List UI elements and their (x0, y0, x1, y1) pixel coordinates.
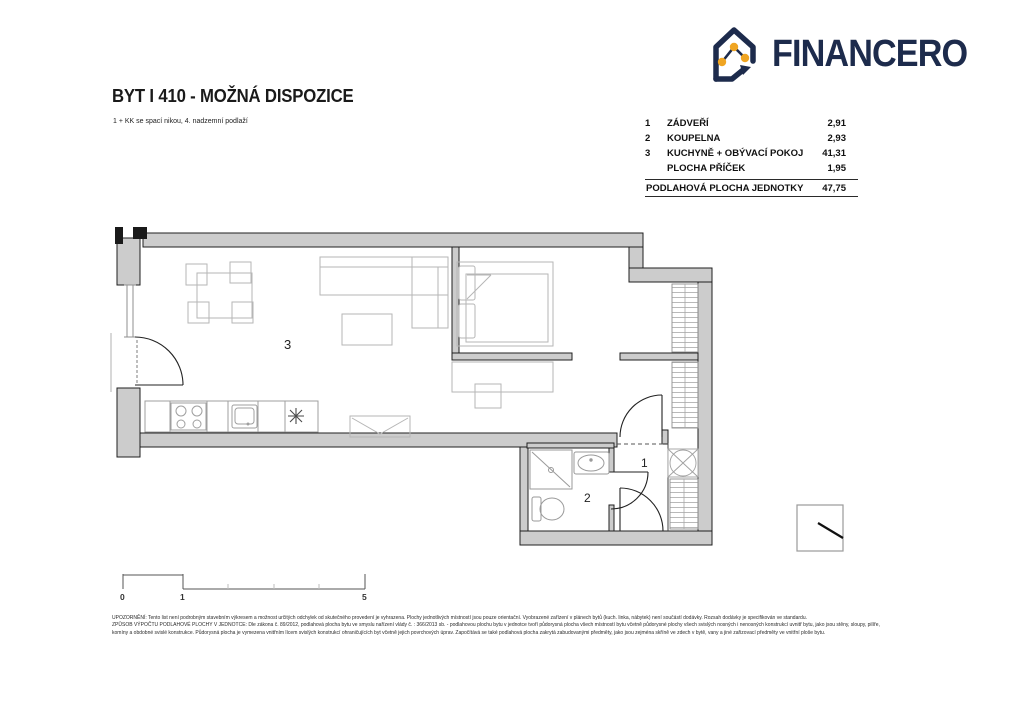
disclaimer-line: komíny a obdobné svislé konstrukce. Půdorysná plocha je vymezena vnitřním lícem svislých konstrukcí ohraničujících byt včetně jejich povrchových úprav. Započítává se také podlahová plocha zakrytá zabudovanými předměty, jako jsou zejména skříně ve zdech v bytě, vany a jiné zařizovací předměty ve vnitřní ploše bytu. (112, 629, 826, 636)
legend-row (645, 116, 858, 131)
window-band (111, 285, 136, 392)
logo-wordmark: FINANCERO (772, 32, 968, 75)
coffee-table (342, 314, 392, 345)
legend-row (645, 161, 858, 176)
financero-logo (704, 26, 989, 82)
page-subtitle: 1 + KK se spací nikou, 4. nadzemní podlaží (113, 118, 248, 125)
room-number: 2 (645, 133, 651, 144)
room-area: 2,91 (827, 118, 846, 129)
legend-row (645, 131, 858, 146)
disclaimer-line: ZPŮSOB VÝPOČTU PODLAHOVÉ PLOCHY V JEDNOTCE: Dle zákona č. 89/2012, podlahová plocha bytu ve smyslu nařízení vlády č. : 366/2013 sb. - podlahovou plochu bytu v jednotce tvoří půdorysná plocha všech místností bytu včetně půdorysné plochy všech svislých nosných i nenosných konstrukcí uvnitř bytu, jako jsou stěny, sloupy, pilíře, (112, 622, 880, 629)
room-name: PLOCHA PŘÍČEK (667, 163, 746, 174)
pillow (459, 304, 475, 338)
total-label: PODLAHOVÁ PLOCHA JEDNOTKY (646, 182, 804, 194)
legend-total-row (645, 179, 858, 197)
kitchen-counter (145, 401, 318, 432)
disclaimer (112, 615, 918, 637)
legend-row (645, 146, 858, 161)
house-chart-arrow-icon (704, 26, 766, 82)
scale-label-1: 1 (180, 592, 185, 602)
desk-chair (475, 384, 501, 408)
page-title: BYT I 410 - MOŽNÁ DISPOZICE (112, 86, 354, 106)
room-name: ZÁDVEŘÍ (667, 118, 709, 129)
room-area: 41,31 (822, 148, 846, 159)
room-name: KOUPELNA (667, 133, 721, 144)
bathroom-fixtures (530, 450, 609, 521)
pillow (459, 266, 475, 300)
appliance-star-icon (288, 408, 304, 424)
room-label-entry: 1 (641, 456, 648, 470)
floorplan-drawing (100, 220, 860, 610)
key-plan-square (797, 505, 843, 551)
room-label-bathroom: 2 (584, 491, 591, 505)
disclaimer-line: UPOZORNĚNÍ: Tento list není podrobným stavebním výkresem a možnost určitých odchylek od skutečného provedení je vyhrazena. Plochy jednotlivých místností jsou pouze orientační. Vyobrazené zařízení v plánech bytů (kuch. linka, nábytek) není součástí dodávky. Rozsah dodávky je specifikován ve standardu. (112, 615, 807, 621)
room-area: 2,93 (827, 133, 846, 144)
area-legend-table (645, 116, 858, 197)
chair (232, 302, 253, 323)
total-area: 47,75 (822, 182, 846, 194)
ventilation-shaft-icon (668, 449, 698, 477)
dining-table (197, 273, 252, 318)
chair (188, 302, 209, 323)
scale-label-5: 5 (362, 592, 367, 602)
room-number: 1 (645, 118, 651, 129)
shaft-hatching (670, 284, 698, 529)
desk (452, 362, 553, 392)
room-name: KUCHYNĚ + OBÝVACÍ POKOJ (667, 148, 804, 159)
scale-label-0: 0 (120, 592, 125, 602)
room-number: 3 (645, 148, 651, 159)
room-area: 1,95 (827, 163, 846, 174)
walls (115, 227, 712, 545)
room-label-living: 3 (284, 337, 292, 352)
scale-bar (120, 574, 367, 602)
sofa (320, 257, 448, 295)
